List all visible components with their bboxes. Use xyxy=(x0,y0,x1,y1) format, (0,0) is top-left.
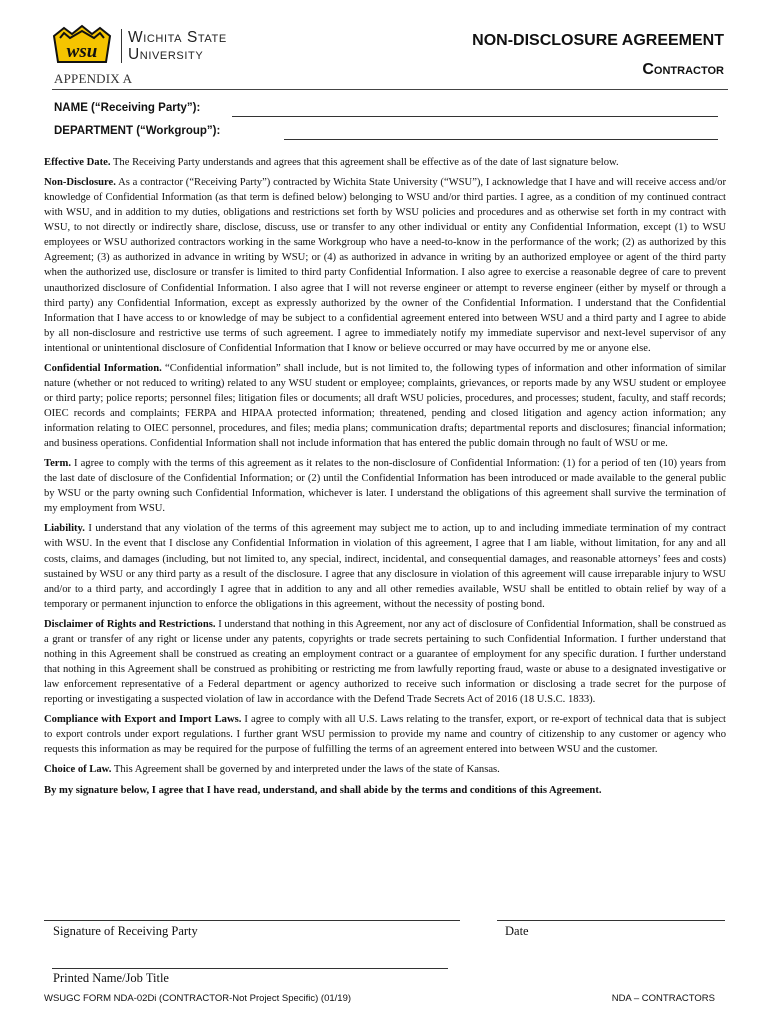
header-divider xyxy=(52,89,728,90)
department-field-line[interactable] xyxy=(284,139,718,140)
signature-label: Signature of Receiving Party xyxy=(53,924,198,938)
section-heading: Non-Disclosure. xyxy=(44,176,116,188)
section-text: I agree to comply with the terms of this agreement as it relates to the non-disclosure of Confidential Information: (1) for a period of ten (10) years from the last date of disclosure of the Confidential Information; or (2) until the Confidential Information has been introduced or made available to the general public by WSU or the party owning such Confidential Information, whichever is later. I understand the obligations of this agreement shall survive the termination of my employment from WSU. xyxy=(44,458,727,515)
closing-statement-row xyxy=(44,783,726,798)
section-text: I understand that any violation of the terms of this agreement may subject me to action, up to and including immediate termination of my contract with WSU. In the event that I disclose any Confidential Information in violation of this agreement, I agree that I am liable, without limitation, for any and all costs, claims, and damages (including, but not limited to, any special, indirect, incidental, and consequential damages, and reasonable attorneys’ fees and costs) sustained by WSU or any third party as a result of the disclosure. I agree that any disclosure in violation of this agreement will cause irreparable injury to WSU and/or to a third party, and accordingly I agree that in addition to any and all other remedies available, WSU shall be entitled to obtain relief by way of a temporary or permanent injunction to enforce the obligations in this agreement, without the necessity of posting bond. xyxy=(44,523,726,610)
section-compliance xyxy=(44,712,726,757)
section-text: This Agreement shall be governed by and interpreted under the laws of the state of Kansas. xyxy=(113,764,500,776)
section-liability xyxy=(44,521,726,612)
university-name xyxy=(121,29,227,63)
appendix-label: APPENDIX A xyxy=(54,71,133,86)
section-text: As a contractor (“Receiving Party”) contracted by Wichita State University (“WSU”), I acknowledge that I have and will receive access and/or knowledge of Confidential Information (as that term is defined below) belonging to WSU and/or third parties. I agree, as a condition of my continued contract with WSU, and in addition to my duties, obligations and restrictions set forth by WSU policies and procedures and as otherwise set forth in my contract with WSU, to not directly or indirectly share, disclose, discuss, use or transfer to any other individual or entity any Confidential Information, except (1) to WSU employees or WSU authorized contractors working in the same Workgroup who have a need-to-know in the performance of the work; (2) as authorized by this Agreement; (3) as authorized in advance in writing by WSU; or (4) as authorized in advance in writing by an authorized employee or agent of the third party when the authorized use, disclosure or transfer is limited to third party Confidential Information. I also agree to exercise a reasonable degree of care to prevent unauthorized disclosure of Confidential Information. I also agree that I will not reverse engineer or attempt to reverse engineer (either by myself or through a third party) any Confidential Information, except as expressly authorized by the owner of the Confidential Information. I understand that the Confidential Information that I have access to or knowledge of may be subject to a confidential agreement entered into between WSU and a third party and I agree to abide by all non-disclosure and restrictive use terms of such agreement. I agree to immediately notify my immediate supervisor and next-level supervisor of any intentional or unintentional disclosure of Confidential Information that I know or believe occurred or may have occurred by me or anyone else. xyxy=(44,176,726,354)
footer-label: NDA – CONTRACTORS xyxy=(611,993,715,1004)
printed-name-line[interactable] xyxy=(52,968,448,969)
section-heading: Effective Date. xyxy=(44,157,111,168)
section-heading: Compliance with Export and Import Laws. xyxy=(44,714,242,726)
date-line[interactable] xyxy=(497,920,725,921)
section-non-disclosure xyxy=(44,175,726,356)
section-text: I agree to comply with all U.S. Laws relating to the transfer, export, or re-export of technical data that is subject to export controls under export regulations. I further grant WSU permission to provide my name and country of citizenship to any customer or agency who requests this information as may be required for the purpose of fulfilling the terms of an agreement entered into between WSU and the customer. xyxy=(44,714,727,756)
university-line1: Wichita State xyxy=(128,29,227,46)
logo-text: wsu xyxy=(66,41,98,62)
document-title-block xyxy=(472,26,724,84)
section-heading: Confidential Information. xyxy=(44,362,162,374)
signature-line[interactable] xyxy=(44,920,460,921)
printed-name-label: Printed Name/Job Title xyxy=(53,971,169,985)
section-heading: Liability. xyxy=(44,523,85,535)
section-heading: Term. xyxy=(44,458,71,470)
name-field-line[interactable] xyxy=(232,116,718,117)
wsu-logo-mark xyxy=(50,24,114,68)
wsu-logo xyxy=(50,24,114,68)
section-heading: Choice of Law. xyxy=(44,764,112,776)
section-heading: Disclaimer of Rights and Restrictions. xyxy=(44,618,216,630)
section-effective-date xyxy=(44,155,726,170)
closing-statement: By my signature below, I agree that I have read, understand, and shall abide by the terms and conditions of this Agreement. xyxy=(44,785,602,797)
agreement-body xyxy=(44,155,726,803)
document-title: NON-DISCLOSURE AGREEMENT xyxy=(472,32,724,49)
section-text: The Receiving Party understands and agrees that this agreement shall be effective as of the date of last signature below. xyxy=(112,157,619,168)
section-choice-of-law xyxy=(44,762,726,777)
university-line2: University xyxy=(128,46,204,63)
form-id: WSUGC FORM NDA-02Di (CONTRACTOR-Not Project Specific) (01/19) xyxy=(44,993,352,1004)
section-text: “Confidential information” shall include, but is not limited to, the following types of information and other information of similar nature (whether or not reduced to writing) related to any WSU student or employee; complaints, grievances, or reports made by any WSU student or employee or third party; police reports; personnel files; litigation files or documents; all draft WSU policies, procedures, and processes; student, faculty, and staff records; OIEC records and complaints; FERPA and HIPAA protected information; threatened, pending and closed litigation and agency action information; any information relating to OIEC personnel, procedures, and files; media plans; communication drafts; departmental reports and disclosures; financial information; and business operations. Confidential Information shall not include information that has entered the public domain through no fault of WSU or me. xyxy=(44,362,726,450)
name-field-label: NAME (“Receiving Party”): xyxy=(54,102,201,114)
department-field-label: DEPARTMENT (“Workgroup”): xyxy=(54,125,221,137)
section-text: I understand that nothing in this Agreement, nor any act of disclosure of Confidential Information, shall be construed as a grant or transfer of any right or license under any patents, copyrights or trade secrets pertaining to such Confidential Information. I further understand that nothing in this Agreement shall be construed as creating an employment contract or a guarantee of employment for any specific duration. I further understand that nothing in this Agreement shall be construed as prohibiting or restricting me from lawfully reporting fraud, waste or abuse to a designated investigative or law enforcement representative of a Federal department or agency authorized to receive such information or disclosing a trade secret for the purpose of reporting or investigating a suspected violation of law in accordance with the Defend Trade Secrets Act of 2016 (18 U.S.C. 1833). xyxy=(44,618,727,706)
section-term xyxy=(44,456,726,516)
date-label: Date xyxy=(505,924,529,938)
section-confidential-information xyxy=(44,361,726,452)
section-disclaimer xyxy=(44,617,726,708)
document-subtitle: Contractor xyxy=(642,61,724,78)
